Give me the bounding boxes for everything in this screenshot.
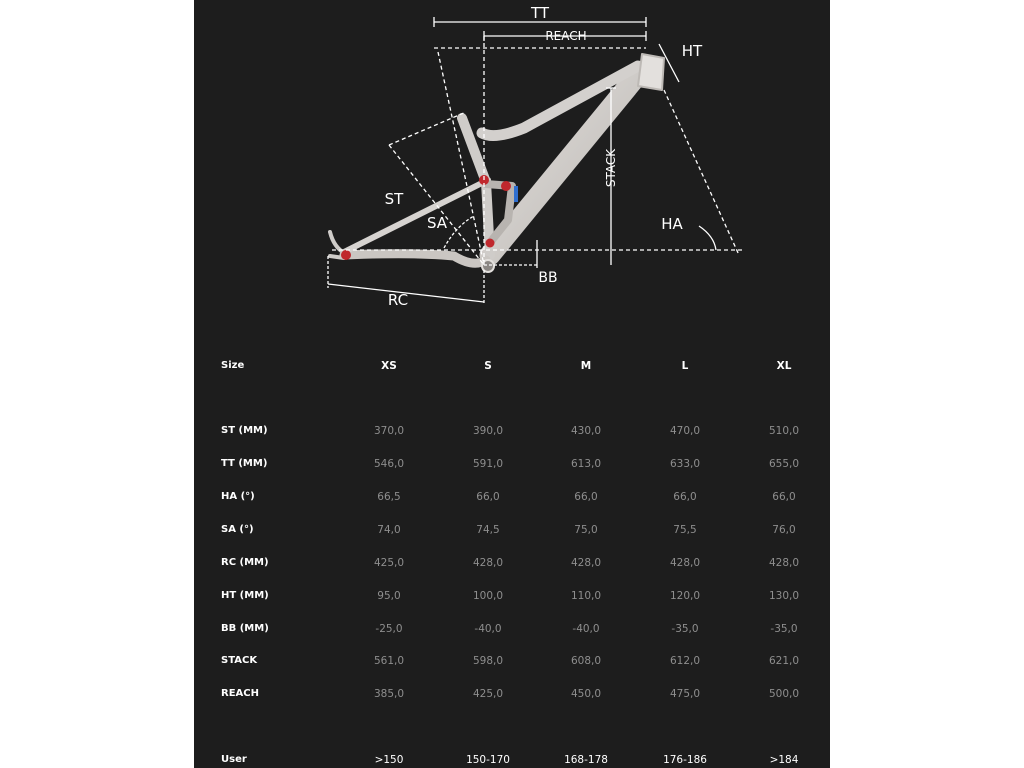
user-range: 176-186 [663, 754, 707, 766]
row-label: RC (MM) [221, 557, 269, 568]
size-label: Size [221, 360, 245, 371]
row-value: 613,0 [570, 458, 602, 470]
row-label: HA (°) [221, 491, 255, 502]
row-value: 66,0 [476, 491, 500, 503]
pivot-rear-axle [341, 250, 351, 260]
row-label: BB (MM) [221, 623, 269, 634]
row-value: 430,0 [570, 425, 602, 437]
row-value: 75,5 [673, 524, 697, 536]
table-row [194, 652, 830, 670]
row-value: 633,0 [669, 458, 701, 470]
shock-accent [514, 186, 518, 202]
row-value: 591,0 [472, 458, 504, 470]
row-label: TT (MM) [221, 458, 268, 469]
head-tube [638, 54, 664, 90]
table-row [194, 587, 830, 605]
row-value: -40,0 [572, 623, 600, 635]
row-value: 385,0 [373, 688, 405, 700]
row-value: 110,0 [570, 590, 602, 602]
row-value: 66,5 [377, 491, 401, 503]
row-label: SA (°) [221, 524, 254, 535]
row-value: 428,0 [669, 557, 701, 569]
dimension-lines [328, 17, 742, 304]
pivot-main [486, 239, 495, 248]
row-value: 74,5 [476, 524, 500, 536]
size-header: XL [776, 360, 792, 372]
table-header-row [194, 357, 830, 375]
row-value: 510,0 [768, 425, 800, 437]
table-row [194, 685, 830, 703]
row-value: 66,0 [574, 491, 598, 503]
chainstay [344, 254, 486, 263]
row-value: 428,0 [570, 557, 602, 569]
label-sa: SA [426, 214, 448, 232]
row-label: REACH [221, 688, 259, 699]
row-value: 425,0 [472, 688, 504, 700]
user-range: >150 [374, 754, 404, 766]
pivot-upper-right [501, 181, 511, 191]
table-row [194, 488, 830, 506]
label-ha: HA [661, 215, 683, 233]
row-value: 390,0 [472, 425, 504, 437]
size-header: L [681, 360, 689, 372]
seatstay [344, 180, 488, 252]
row-label: User [221, 754, 247, 765]
row-value: -35,0 [671, 623, 699, 635]
row-value: 475,0 [669, 688, 701, 700]
row-value: 428,0 [768, 557, 800, 569]
row-value: 561,0 [373, 655, 405, 667]
row-value: 76,0 [772, 524, 796, 536]
table-row [194, 620, 830, 638]
row-value: 74,0 [377, 524, 401, 536]
size-header: M [580, 360, 592, 372]
row-value: -35,0 [770, 623, 798, 635]
user-range: 150-170 [466, 754, 510, 766]
row-label: STACK [221, 655, 258, 666]
row-value: 120,0 [669, 590, 701, 602]
size-header: S [484, 360, 492, 372]
row-value: 500,0 [768, 688, 800, 700]
user-range: 168-178 [564, 754, 608, 766]
frame-geometry-diagram [194, 0, 830, 320]
user-range: >184 [769, 754, 799, 766]
row-value: 425,0 [373, 557, 405, 569]
row-value: 66,0 [673, 491, 697, 503]
row-value: -25,0 [375, 623, 403, 635]
row-value: -40,0 [474, 623, 502, 635]
row-label: HT (MM) [221, 590, 269, 601]
table-row [194, 554, 830, 572]
table-row [194, 521, 830, 539]
row-label: ST (MM) [221, 425, 268, 436]
table-row [194, 455, 830, 473]
row-value: 75,0 [574, 524, 598, 536]
geometry-panel [194, 0, 830, 768]
row-value: 608,0 [570, 655, 602, 667]
size-header: XS [381, 360, 397, 372]
row-value: 546,0 [373, 458, 405, 470]
row-value: 66,0 [772, 491, 796, 503]
label-stack: STACK [604, 148, 618, 188]
label-ht: HT [681, 42, 703, 60]
row-value: 95,0 [377, 590, 401, 602]
row-value: 598,0 [472, 655, 504, 667]
row-value: 655,0 [768, 458, 800, 470]
table-row [194, 422, 830, 440]
row-value: 450,0 [570, 688, 602, 700]
label-rc: RC [387, 291, 409, 309]
row-value: 370,0 [373, 425, 405, 437]
row-value: 612,0 [669, 655, 701, 667]
row-value: 130,0 [768, 590, 800, 602]
row-value: 428,0 [472, 557, 504, 569]
row-value: 100,0 [472, 590, 504, 602]
table-row-user [194, 751, 830, 768]
label-tt: TT [530, 4, 550, 22]
row-value: 470,0 [669, 425, 701, 437]
label-reach: REACH [545, 29, 587, 43]
row-value: 621,0 [768, 655, 800, 667]
dimension-labels [385, 4, 703, 309]
label-st: ST [384, 190, 404, 208]
label-bb: BB [538, 270, 558, 286]
